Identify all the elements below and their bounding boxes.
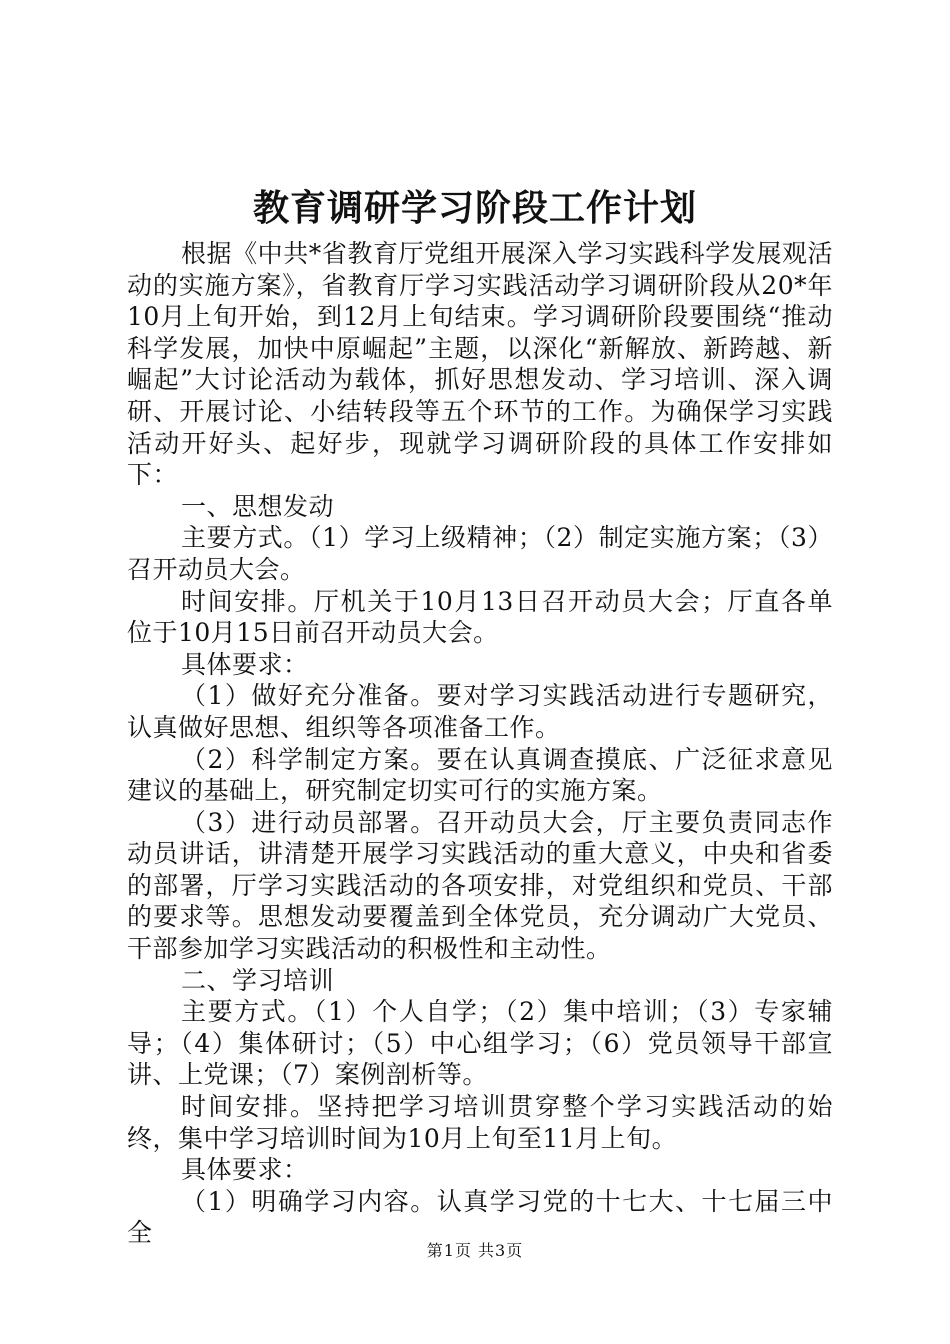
paragraph-intro: 根据《中共*省教育厅党组开展深入学习实践科学发展观活动的实施方案》，省教育厅学习实践活动学习调研阶段从20*年10月上旬开始，到12月上旬结束。学习调研阶段要围绕“推动科学发展，加快中原崛起”主题，以深化“新解放、新跨越、新崛起”大讨论活动为载体，抓好思想发动、学习培训、深入调研、开展讨论、小结转段等五个环节的工作。为确保学习实践活动开好头、起好步，现就学习调研阶段的具体工作安排如下： [127, 239, 833, 490]
paragraph-requirement-1-2: （2）科学制定方案。要在认真调查摸底、广泛征求意见建议的基础上，研究制定切实可行的实施方案。 [127, 744, 833, 806]
paragraph-method-1: 主要方式。（1）学习上级精神；（2）制定实施方案；（3）召开动员大会。 [127, 523, 833, 584]
paragraph-requirement-1-3: （3）进行动员部署。召开动员大会，厅主要负责同志作动员讲话，讲清楚开展学习实践活动的重大意义，中央和省委的部署，厅学习实践活动的各项安排，对党组织和党员、干部的要求等。思想发动要覆盖到全体党员，充分调动广大党员、干部参加学习实践活动的积极性和主动性。 [127, 807, 833, 964]
page-title: 教育调研学习阶段工作计划 [252, 187, 697, 229]
paragraph-requirement-1-1: （1）做好充分准备。要对学习实践活动进行专题研究，认真做好思想、组织等各项准备工作。 [127, 681, 833, 742]
document-body [127, 238, 833, 1249]
subheading-requirements-1: 具体要求： [181, 649, 309, 679]
subheading-requirements-2: 具体要求： [181, 1155, 309, 1185]
paragraph-method-2: 主要方式。（1）个人自学；（2）集中培训；（3）专家辅导；（4）集体研讨；（5）中心组学习；（6）党员领导干部宣讲、上党课；（7）案例剖析等。 [127, 997, 833, 1090]
paragraph-schedule-1: 时间安排。厅机关于10月13日召开动员大会；厅直各单位于10月15日前召开动员大会。 [127, 586, 833, 648]
paragraph-requirement-2-1: （1）明确学习内容。认真学习党的十七大、十七届三中全 [127, 1186, 833, 1248]
paragraph-schedule-2: 时间安排。坚持把学习培训贯穿整个学习实践活动的始终，集中学习培训时间为10月上旬至11月上旬。 [127, 1092, 833, 1153]
page-footer: 第1页 共3页 [426, 1241, 524, 1260]
section-heading-2: 二、学习培训 [181, 965, 335, 995]
section-heading-1: 一、思想发动 [181, 491, 335, 521]
